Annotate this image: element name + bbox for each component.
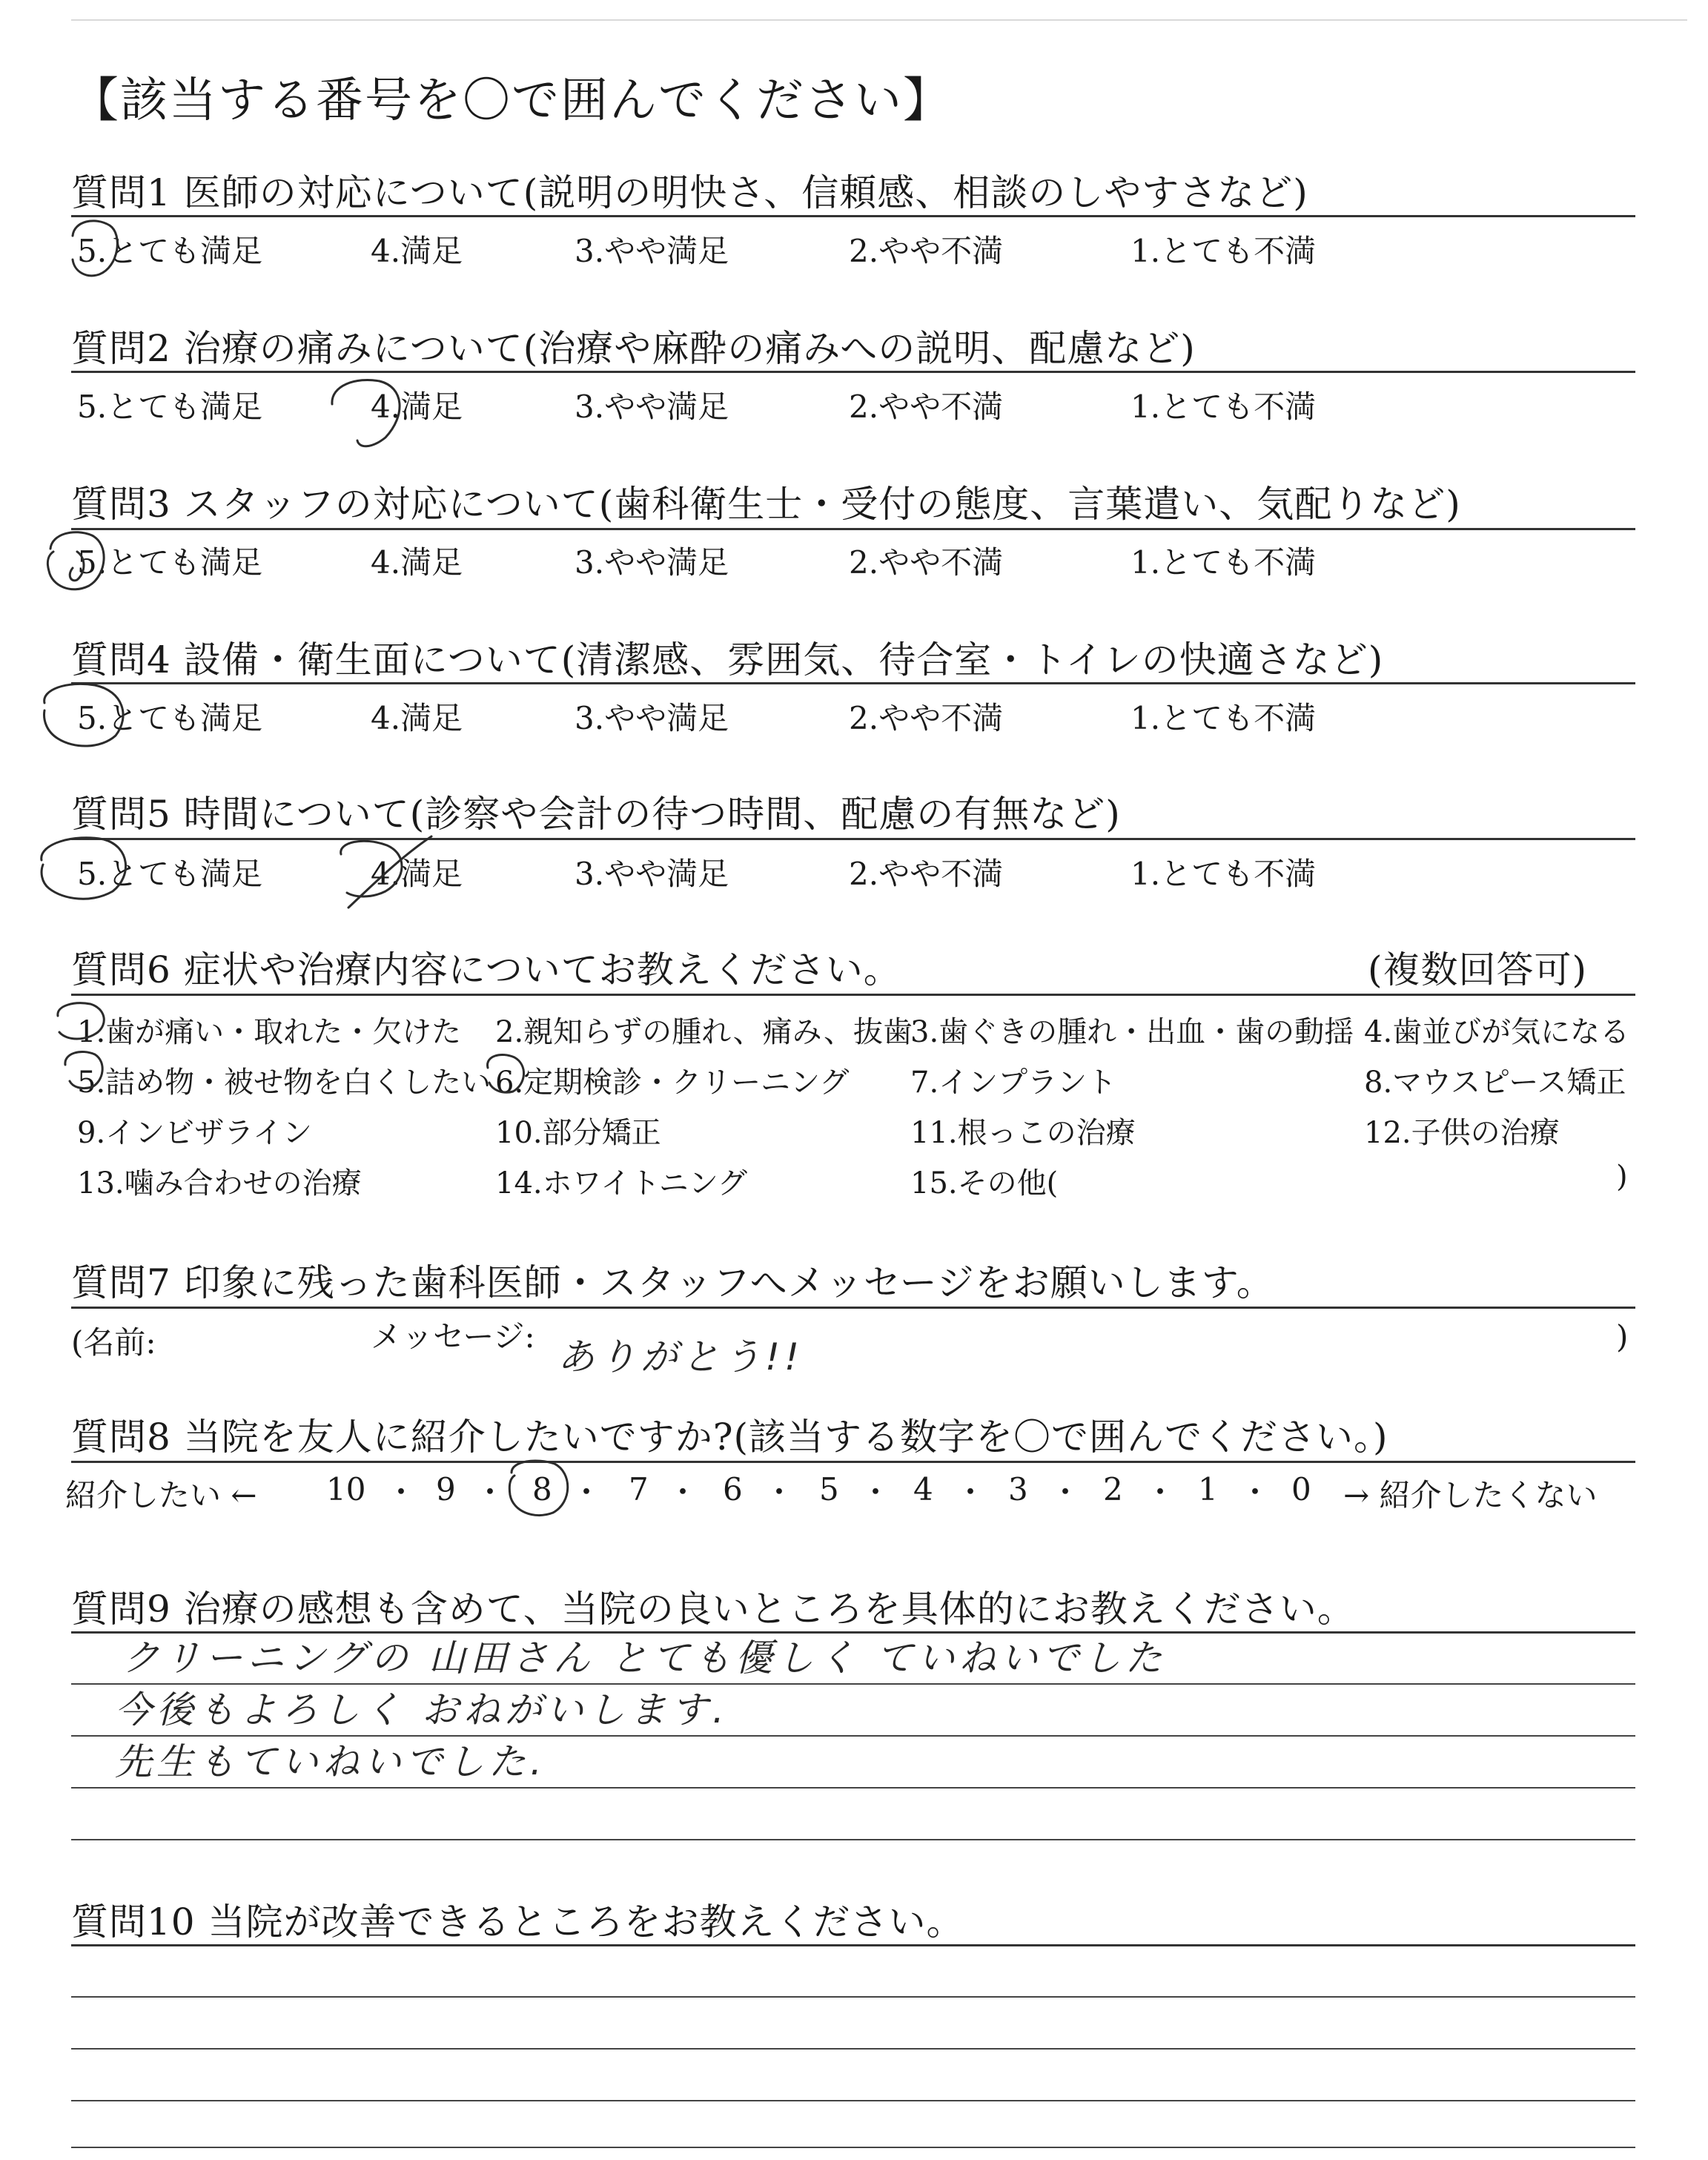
- q8-scale-1[interactable]: 1: [1198, 1471, 1218, 1507]
- question-9-title: 質問9 治療の感想も含めて、当院の良いところを具体的にお教えください。: [71, 1588, 1355, 1631]
- question-6-note: (複数回答可): [1368, 948, 1588, 991]
- q6-option-5[interactable]: 5.詰め物・被せ物を白くしたい: [77, 1066, 491, 1100]
- q4-option-4[interactable]: 4.満足: [371, 700, 463, 736]
- q1-option-1[interactable]: 1.とても不満: [1131, 233, 1317, 269]
- q1-option-4[interactable]: 4.満足: [371, 233, 463, 269]
- q8-scale-3[interactable]: 3: [1008, 1471, 1028, 1507]
- answer-line: [71, 2048, 1635, 2050]
- q8-scale-8[interactable]: 8: [532, 1471, 552, 1507]
- question-2-rule: [71, 371, 1635, 373]
- q8-sep: ・: [955, 1474, 987, 1510]
- question-3-title: 質問3 スタッフの対応について(歯科衛生士・受付の態度、言葉遣い、気配りなど): [71, 483, 1461, 526]
- q6-option-10[interactable]: 10.部分矯正: [495, 1116, 661, 1150]
- q7-message-label: メッセージ:: [371, 1318, 535, 1355]
- q8-scale-6[interactable]: 6: [723, 1471, 743, 1507]
- page-heading: 【該当する番号を〇で囲んでください】: [71, 73, 952, 128]
- question-10-rule: [71, 1944, 1635, 1946]
- question-10-title: 質問10 当院が改善できるところをお教えください。: [71, 1900, 964, 1943]
- q6-option-1[interactable]: 1.歯が痛い・取れた・欠けた: [77, 1015, 462, 1049]
- q7-name-label: (名前:: [71, 1324, 156, 1361]
- q6-option-11[interactable]: 11.根っこの治療: [910, 1116, 1136, 1150]
- q3-option-3[interactable]: 3.やや満足: [575, 544, 729, 581]
- q6-option-6[interactable]: 6.定期検診・クリーニング: [495, 1066, 850, 1100]
- question-5-rule: [71, 838, 1635, 840]
- q6-option-15[interactable]: 15.その他(: [910, 1166, 1059, 1200]
- q5-option-4[interactable]: 4.満足: [371, 856, 463, 892]
- q9-handwritten-line-1[interactable]: クリーニングの 山田さん とても優しく ていねいでした: [122, 1636, 1167, 1680]
- q3-option-1[interactable]: 1.とても不満: [1131, 544, 1317, 581]
- q6-option-2[interactable]: 2.親知らずの腫れ、痛み、抜歯: [495, 1015, 913, 1049]
- question-8-title: 質問8 当院を友人に紹介したいですか?(該当する数字を〇で囲んでください。): [71, 1416, 1388, 1459]
- q1-option-5[interactable]: 5.とても満足: [77, 233, 263, 269]
- q5-option-5[interactable]: 5.とても満足: [77, 856, 263, 892]
- q1-option-2[interactable]: 2.やや不満: [849, 233, 1004, 269]
- q8-sep: ・: [1239, 1474, 1271, 1510]
- q7-close-paren: ): [1616, 1318, 1629, 1355]
- q4-option-3[interactable]: 3.やや満足: [575, 700, 729, 736]
- answer-line: [71, 2147, 1635, 2148]
- q8-scale-10[interactable]: 10: [326, 1471, 366, 1507]
- q8-sep: ・: [474, 1474, 506, 1510]
- q6-option-15-close: ): [1616, 1160, 1628, 1194]
- q6-option-3[interactable]: 3.歯ぐきの腫れ・出血・歯の動揺: [910, 1015, 1354, 1049]
- q8-scale-4[interactable]: 4: [913, 1471, 933, 1507]
- question-8-rule: [71, 1461, 1635, 1463]
- q8-scale-9[interactable]: 9: [436, 1471, 456, 1507]
- q8-sep: ・: [1050, 1474, 1082, 1510]
- q9-handwritten-line-3[interactable]: 先生もていねいでした.: [115, 1740, 546, 1783]
- q6-option-13[interactable]: 13.噛み合わせの治療: [77, 1166, 362, 1200]
- q2-option-5[interactable]: 5.とても満足: [77, 389, 263, 425]
- q8-sep: ・: [571, 1474, 603, 1510]
- q8-left-label: 紹介したい ←: [65, 1477, 257, 1513]
- q8-scale-5[interactable]: 5: [819, 1471, 839, 1507]
- q3-option-5[interactable]: 5.とても満足: [77, 544, 263, 581]
- answer-line: [71, 1996, 1635, 1998]
- q2-option-4[interactable]: 4.満足: [371, 389, 463, 425]
- question-5-title: 質問5 時間について(診察や会計の待つ時間、配慮の有無など): [71, 793, 1121, 836]
- q3-option-2[interactable]: 2.やや不満: [849, 544, 1004, 581]
- q1-option-3[interactable]: 3.やや満足: [575, 233, 729, 269]
- question-1-rule: [71, 215, 1635, 217]
- question-2-title: 質問2 治療の痛みについて(治療や麻酔の痛みへの説明、配慮など): [71, 327, 1196, 370]
- q7-message-handwritten[interactable]: ありがとう!!: [557, 1335, 804, 1378]
- answer-line: [71, 2100, 1635, 2101]
- q5-option-3[interactable]: 3.やや満足: [575, 856, 729, 892]
- q4-option-2[interactable]: 2.やや不満: [849, 700, 1004, 736]
- q4-option-1[interactable]: 1.とても不満: [1131, 700, 1317, 736]
- answer-line: [71, 1787, 1635, 1789]
- q8-scale-2[interactable]: 2: [1103, 1471, 1123, 1507]
- q8-scale-0[interactable]: 0: [1291, 1471, 1311, 1507]
- q3-option-4[interactable]: 4.満足: [371, 544, 463, 581]
- q9-handwritten-line-2[interactable]: 今後もよろしく おねがいします.: [115, 1688, 729, 1731]
- q4-option-5[interactable]: 5.とても満足: [77, 700, 263, 736]
- q8-right-label: → 紹介したくない: [1343, 1477, 1598, 1513]
- question-1-title: 質問1 医師の対応について(説明の明快さ、信頼感、相談のしやすさなど): [71, 171, 1308, 214]
- q8-sep: ・: [385, 1474, 417, 1510]
- q2-option-2[interactable]: 2.やや不満: [849, 389, 1004, 425]
- question-3-rule: [71, 528, 1635, 530]
- q8-sep: ・: [860, 1474, 892, 1510]
- q6-option-12[interactable]: 12.子供の治療: [1364, 1116, 1560, 1150]
- q8-sep: ・: [764, 1474, 795, 1510]
- q2-option-3[interactable]: 3.やや満足: [575, 389, 729, 425]
- top-border: [71, 19, 1687, 21]
- question-6-rule: [71, 994, 1635, 996]
- q5-option-2[interactable]: 2.やや不満: [849, 856, 1004, 892]
- q6-option-4[interactable]: 4.歯並びが気になる: [1364, 1015, 1630, 1049]
- q8-scale-7[interactable]: 7: [629, 1471, 649, 1507]
- q6-option-8[interactable]: 8.マウスピース矯正: [1364, 1066, 1626, 1100]
- question-4-rule: [71, 682, 1635, 684]
- answer-line: [71, 1839, 1635, 1840]
- question-7-rule: [71, 1307, 1635, 1309]
- question-6-title: 質問6 症状や治療内容についてお教えください。: [71, 948, 901, 991]
- q6-option-9[interactable]: 9.インビザライン: [77, 1116, 312, 1150]
- q6-option-7[interactable]: 7.インプラント: [910, 1066, 1117, 1100]
- q6-option-14[interactable]: 14.ホワイトニング: [495, 1166, 748, 1200]
- q2-option-1[interactable]: 1.とても不満: [1131, 389, 1317, 425]
- q8-sep: ・: [1145, 1474, 1176, 1510]
- q8-sep: ・: [667, 1474, 699, 1510]
- question-7-title: 質問7 印象に残った歯科医師・スタッフへメッセージをお願いします。: [71, 1261, 1274, 1304]
- question-4-title: 質問4 設備・衛生面について(清潔感、雰囲気、待合室・トイレの快適さなど): [71, 638, 1384, 681]
- q5-option-1[interactable]: 1.とても不満: [1131, 856, 1317, 892]
